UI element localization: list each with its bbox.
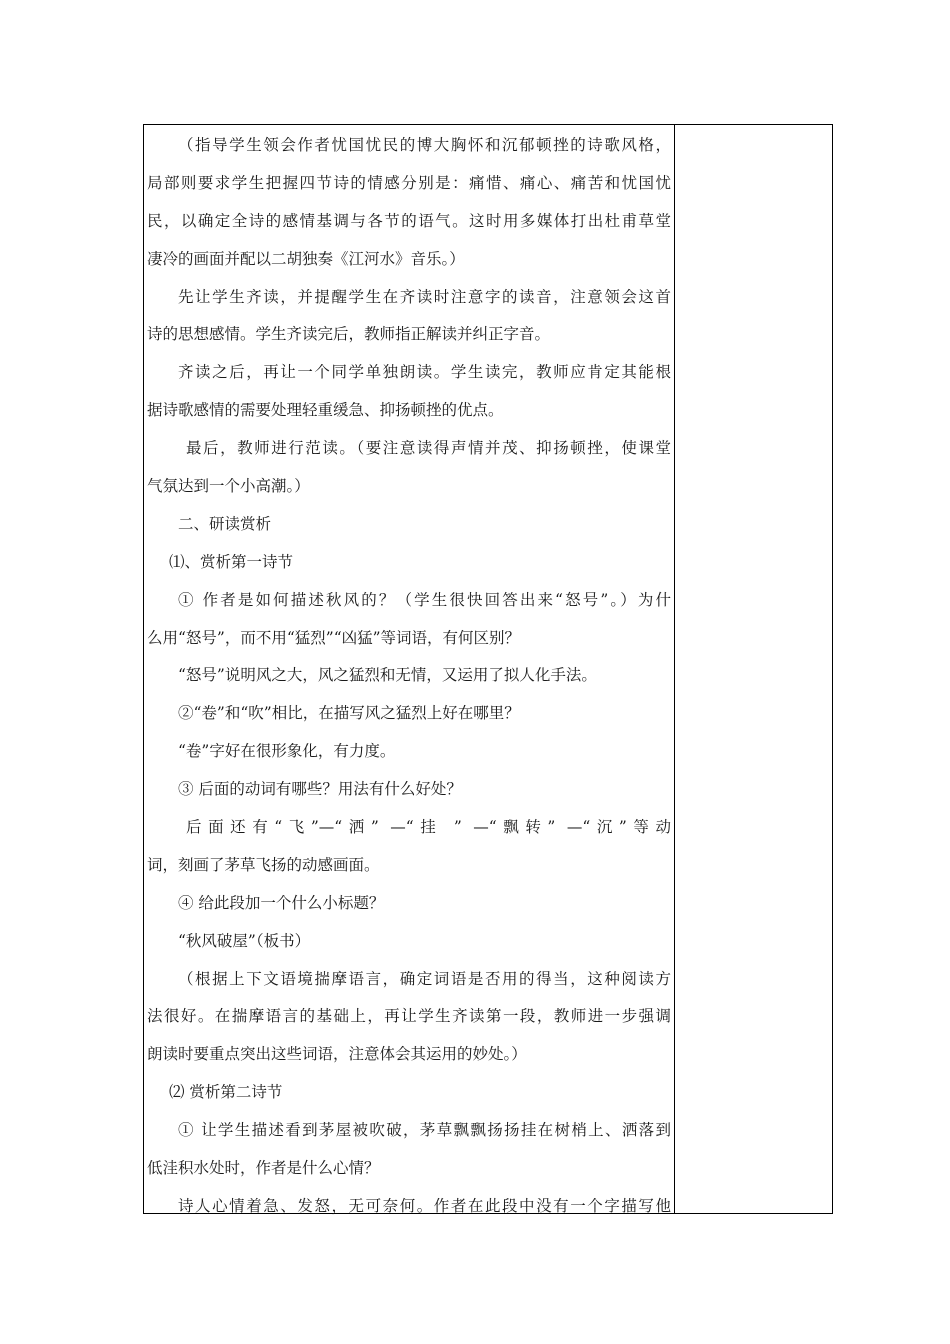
text-line: 朗读时要重点突出这些词语，注意体会其运用的妙处。） <box>147 1045 527 1064</box>
text-line: 法很好。在揣摩语言的基础上，再让学生齐读第一段，教师进一步强调 <box>147 1007 671 1026</box>
text-line: ① 让学生描述看到茅屋被吹破，茅草飘飘扬扬挂在树梢上、洒落到 <box>178 1121 671 1140</box>
column-divider <box>674 125 675 1213</box>
section-heading: 二、研读赏析 <box>178 514 272 533</box>
text-line: （指导学生领会作者忧国忧民的博大胸怀和沉郁顿挫的诗歌风格， <box>178 136 671 154</box>
text-line: “怒号”说明风之大，风之猛烈和无情，又运用了拟人化手法。 <box>178 666 597 685</box>
text-line: 后面还有“飞”—“洒” —“挂 ” —“飘转” —“沉”等动 <box>186 818 671 837</box>
subsection-heading: ⑵ 赏析第二诗节 <box>169 1083 283 1102</box>
text-line: 最后，教师进行范读。（要注意读得声情并茂、抑扬顿挫，使课堂 <box>186 439 671 458</box>
text-line: 据诗歌感情的需要处理轻重缓急、抑扬顿挫的优点。 <box>147 401 504 420</box>
subsection-heading: ⑴、赏析第一诗节 <box>169 552 294 571</box>
text-line: “卷”字好在很形象化，有力度。 <box>178 742 396 761</box>
text-line: 局部则要求学生把握四节诗的情感分别是：痛惜、痛心、痛苦和忧国忧 <box>147 173 671 192</box>
text-line: ③ 后面的动词有哪些？用法有什么好处？ <box>178 780 462 799</box>
text-line: 气氛达到一个小高潮。） <box>147 477 310 496</box>
lesson-table <box>143 124 833 1214</box>
text-line: 诗人心情着急、发怒，无可奈何。作者在此段中没有一个字描写他 <box>178 1196 671 1215</box>
text-line: ②“卷”和“吹”相比，在描写风之猛烈上好在哪里？ <box>178 704 520 723</box>
text-line: 凄冷的画面并配以二胡独奏《江河水》音乐。） <box>147 249 465 268</box>
text-line: 民，以确定全诗的感情基调与各节的语气。这时用多媒体打出杜甫草堂 <box>147 211 671 230</box>
lesson-content-cell <box>144 127 674 1226</box>
text-line: （根据上下文语境揣摩语言，确定词语是否用的得当，这种阅读方 <box>178 969 671 988</box>
text-line: ① 作者是如何描述秋风的？（学生很快回答出来“怒号”。）为什 <box>178 590 671 609</box>
text-line: 低洼积水处时，作者是什么心情？ <box>147 1159 380 1178</box>
text-line: 先让学生齐读，并提醒学生在齐读时注意字的读音，注意领会这首 <box>178 287 671 306</box>
text-line: 诗的思想感情。学生齐读完后，教师指正解读并纠正字音。 <box>147 325 551 344</box>
text-line: “秋风破屋”（板书） <box>178 931 311 950</box>
text-line: 词，刻画了茅草飞扬的动感画面。 <box>147 855 380 874</box>
text-line: 齐读之后，再让一个同学单独朗读。学生读完，教师应肯定其能根 <box>178 363 671 382</box>
text-line: 么用“怒号”，而不用“猛烈”“凶猛”等词语，有何区别？ <box>147 628 521 647</box>
text-line: ④ 给此段加一个什么小标题？ <box>178 893 385 912</box>
